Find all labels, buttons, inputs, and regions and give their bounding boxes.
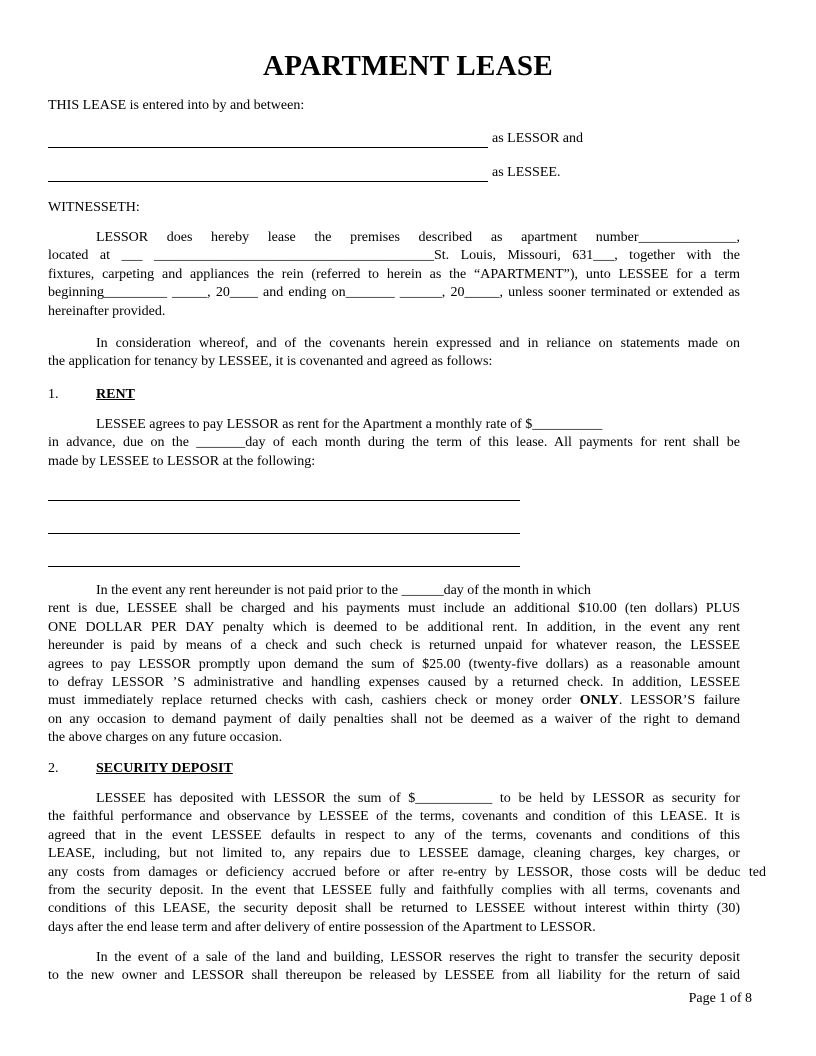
rent-line: LESSEE agrees to pay LESSOR as rent for the Apartment a monthly rate of $__________: [96, 417, 603, 432]
lessor-name-line[interactable]: [48, 147, 488, 148]
late-payment-line: agrees to pay LESSOR promptly upon demand the sum of $25.00 (twenty-five dollars) as a reasonable amount: [48, 656, 740, 672]
deposit-line: the faithful performance and observance by LESSEE of the terms, covenants and condition of this LEASE. It is: [48, 809, 740, 825]
sale-line: to the new owner and LESSOR shall thereupon be released by LESSEE from all liability for the return of said: [48, 968, 740, 984]
late-payment-text: . LESSOR’S failure: [618, 693, 741, 709]
late-payment-line: on any occasion to demand payment of daily penalties shall not be deemed as a waiver of the right to demand: [48, 711, 740, 727]
lessee-name-line[interactable]: [48, 181, 488, 182]
section-2-number: 2.: [48, 761, 59, 776]
consideration-line: In consideration whereof, and of the covenants herein expressed and in reliance on statements made on: [96, 336, 740, 351]
lessee-label: as LESSEE.: [492, 165, 561, 180]
premises-line: fixtures, carpeting and appliances the rein (referred to herein as the “APARTMENT”), unto LESSEE for a term: [48, 266, 740, 282]
payment-address-line-1[interactable]: [48, 500, 520, 501]
premises-line: located at ___ ________________________________________St. Louis, Missouri, 631___, together with the: [48, 248, 740, 264]
lessor-label: as LESSOR and: [492, 131, 583, 146]
consideration-paragraph: [48, 335, 740, 372]
page-number: Page 1 of 8: [688, 991, 752, 1006]
late-payment-line: hereunder is paid by means of a check and such check is returned unpaid for whatever reason, the LESSEE: [48, 638, 740, 654]
late-payment-paragraph: [48, 582, 740, 748]
late-payment-line: ONE DOLLAR PER DAY penalty which is deemed to be additional rent. In addition, in the event any rent: [48, 619, 740, 635]
witnesseth-heading: WITNESSETH:: [48, 200, 140, 215]
deposit-line: LEASE, including, but not limited to, any repairs due to LESSEE damage, cleaning charges, key charges, or: [48, 846, 740, 862]
deposit-line: any costs from damages or deficiency accrued before or after re-entry by LESSOR, those costs will be deduc ted: [48, 864, 766, 880]
deposit-line: days after the end lease term and after delivery of entire possession of the Apartment to LESSOR.: [48, 919, 596, 935]
sale-transfer-paragraph: [48, 949, 740, 986]
payment-address-line-3[interactable]: [48, 566, 520, 567]
late-payment-line: In the event any rent hereunder is not paid prior to the ______day of the month in which: [96, 583, 591, 598]
deposit-line: conditions of this LEASE, the security deposit shall be returned to LESSEE without interest within thirty (30): [48, 901, 740, 917]
deposit-line: from the security deposit. In the event that LESSEE fully and faithfully complies with all terms, covenants and: [48, 882, 740, 898]
section-2-heading: SECURITY DEPOSIT: [96, 761, 233, 776]
sale-line: In the event of a sale of the land and building, LESSOR reserves the right to transfer the security deposit: [96, 950, 740, 965]
consideration-line: the application for tenancy by LESSEE, it is covenanted and agreed as follows:: [48, 354, 493, 370]
document-title: APARTMENT LEASE: [262, 50, 554, 82]
section-1-number: 1.: [48, 387, 59, 402]
intro-text: THIS LEASE is entered into by and between:: [48, 98, 305, 113]
late-payment-line: to defray LESSOR ’S administrative and handling expenses caused by a returned check. In addition, LESSEE: [48, 674, 740, 690]
security-deposit-paragraph: [48, 790, 766, 937]
payment-address-line-2[interactable]: [48, 533, 520, 534]
rent-line: in advance, due on the _______day of each month during the term of this lease. All payments for rent shall be: [48, 435, 740, 451]
rent-line: made by LESSEE to LESSOR at the following:: [48, 453, 316, 469]
deposit-line: agreed that in the event LESSEE defaults in respect to any of the terms, covenants and conditions of this: [48, 827, 740, 843]
premises-line: LESSOR does hereby lease the premises described as apartment number______________,: [96, 230, 740, 245]
deposit-line: LESSEE has deposited with LESSOR the sum of $___________ to be held by LESSOR as security for: [96, 791, 740, 806]
late-payment-text: must immediately replace returned checks with cash, cashiers check or money order: [48, 693, 572, 709]
premises-paragraph: [48, 229, 740, 321]
only-emphasis: ONLY: [579, 693, 619, 709]
premises-line: hereinafter provided.: [48, 303, 166, 319]
late-payment-line: [48, 692, 740, 710]
late-payment-line: the above charges on any future occasion.: [48, 730, 283, 746]
section-1-heading: RENT: [96, 387, 135, 402]
late-payment-line: rent is due, LESSEE shall be charged and his payments must include an additional $10.00 (ten dollars) PLUS: [48, 601, 740, 617]
rent-paragraph: [48, 416, 740, 471]
premises-line: beginning_________ _____, 20____ and ending on_______ ______, 20_____, unless sooner terminated or extended as: [48, 285, 740, 301]
